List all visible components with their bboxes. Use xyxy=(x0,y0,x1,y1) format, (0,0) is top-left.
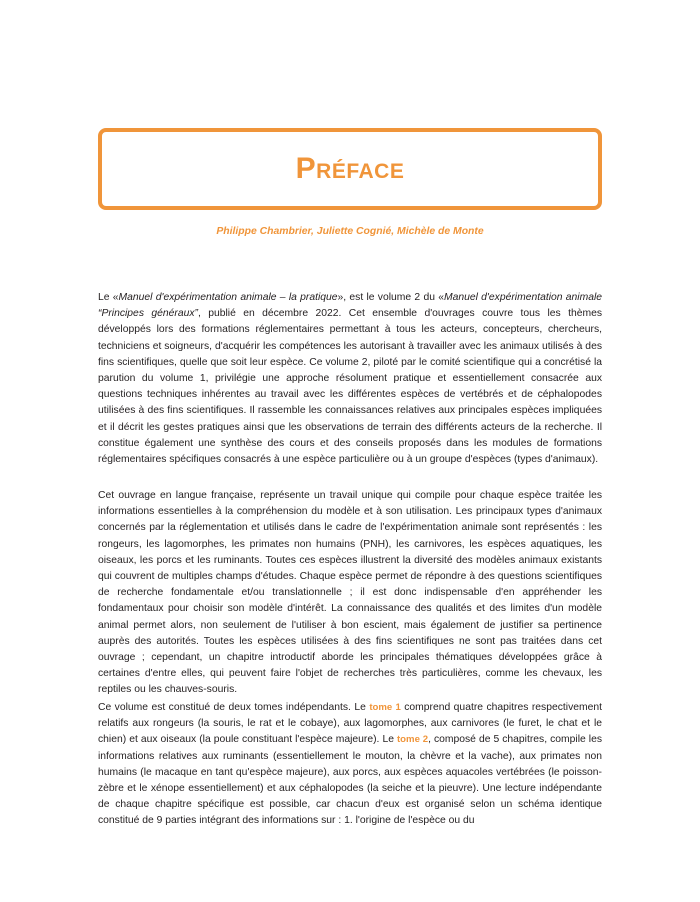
page-title: Préface xyxy=(295,152,405,185)
book-title-1: Manuel d'expérimentation animale – la pratique xyxy=(118,292,338,303)
paragraph-2: Cet ouvrage en langue française, représente un travail unique qui compile pour chaque espèce traitée les informations essentielles à la compréhension du modèle et à son utilisation. Les principaux types d'animaux concernés par la réglementation et utilisés dans le cadre de l'expérimentation animale sont représentés : les rongeurs, les lagomorphes, les primates non humains (PNH), les carnivores, les espèces aquatiques, les oiseaux, les porcs et les ruminants. Toutes ces espèces illustrent la diversité des modèles animaux existants qui couvrent de multiples champs d'études. Chaque espèce permet de répondre à des questions scientifiques de recherche fondamentale et/ou translationnelle ; il est donc indispensable d'en appréhender les fondamentaux pour choisir son modèle d'intérêt. La connaissance des qualités et des limites d'un modèle animal permet alors, non seulement de l'utiliser à bon escient, mais également de justifier sa pertinence auprès des autorités. Toutes les espèces utilisées à des fins scientifiques ne sont pas traitées dans cet ouvrage ; cependant, un chapitre introductif aborde les principales thématiques développées grâce à certaines d'entre elles, qui peuvent faire l'objet de recherches très particulières, comme les chevaux, les reptiles ou les chauves-souris. xyxy=(98,490,602,696)
p3-text-3: , composé de 5 chapitres, compile les informations relatives aux ruminants (essentiellement le mouton, la chèvre et la vache), aux primates non humains (le macaque en tant qu'espèce majeure), aux porcs, aux espèces aquacoles vertébrées (le poisson-zèbre et le xénope essentiellement) et aux céphalopodes (la seiche et la pieuvre). Une lecture indépendante de chaque chapitre spécifique est possible, car chacun d'eux est organisé selon un schéma identique constitué de 9 parties intégrant des informations sur : 1. l'origine de l'espèce ou du xyxy=(98,734,602,827)
book-title-2: Manuel d'expérimentation animale “Principes généraux” xyxy=(98,292,602,320)
authors-line: Philippe Chambrier, Juliette Cognié, Michèle de Monte xyxy=(216,226,484,237)
tome-1-reference: tome 1 xyxy=(369,702,401,713)
tome-2-reference: tome 2 xyxy=(396,734,429,746)
p1-text-1: Le « xyxy=(98,292,119,303)
title-frame xyxy=(98,128,602,210)
p3-text-1: Ce volume est constitué de deux tomes indépendants. Le xyxy=(98,702,370,713)
p1-text-3: , publié en décembre 2022. Cet ensemble d'ouvrages couvre tous les thèmes développés lors des formations réglementaires permettant à tous les acteurs, concepteurs, chercheurs, techniciens et soigneurs, d'acquérir les compétences les autorisant à travailler avec les animaux utilisés à des fins scientifiques, quelle que soit leur espèce. Ce volume 2, piloté par le comité scientifique qui a concrétisé la parution du volume 1, privilégie une approche résolument pratique et essentiellement consacrée aux questions techniques inhérentes au travail avec les différentes espèces de vertébrés et de céphalopodes utilisées à des fins scientifiques. Il rassemble les connaissances relatives aux principales espèces impliquées et il décrit les gestes pratiques ainsi que les observations de terrain des différents acteurs de la recherche. Il constitue également une synthèse des cours et des conseils proposés dans les modules de formations réglementaires spécifiques consacrés à une espèce particulière ou à un groupe d'espèces (types d'animaux). xyxy=(98,308,602,466)
p3-text-2: comprend quatre chapitres respectivement relatifs aux rongeurs (la souris, le rat et le cobaye), aux lagomorphes, aux carnivores (le furet, le chat et le chien) et aux oiseaux (la poule constituant l'espèce majeure). Le xyxy=(98,702,602,746)
p1-text-2: », est le volume 2 du « xyxy=(337,292,444,303)
paragraph-3 xyxy=(98,700,602,830)
paragraph-1 xyxy=(98,290,602,468)
